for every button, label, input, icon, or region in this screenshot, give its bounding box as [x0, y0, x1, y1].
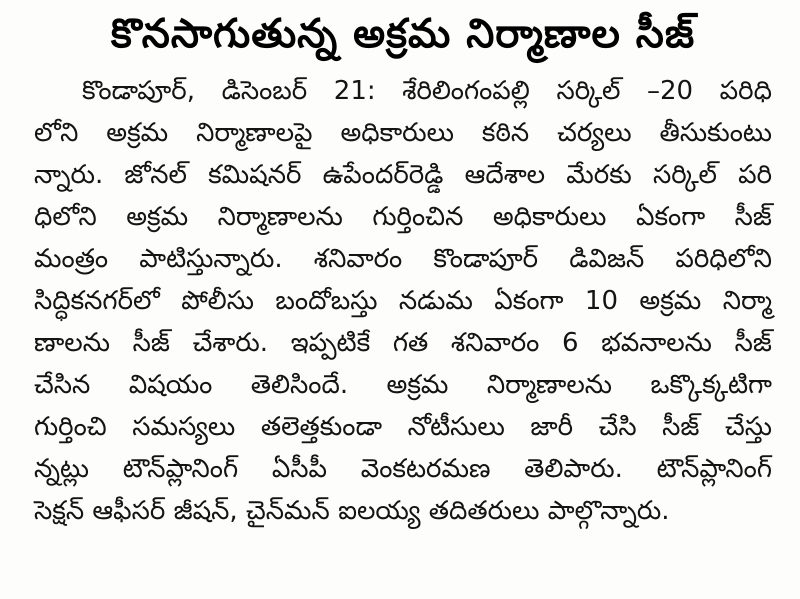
article-word: పరిధిలోని [675, 244, 772, 274]
article-word: లోని [34, 118, 79, 148]
article-word: విషయం [128, 370, 213, 400]
article-word: తెలిపారు. [524, 454, 623, 484]
article-word: ఒక్కొక్కటిగా [650, 370, 772, 400]
article-word: సర్కిల్ [556, 76, 621, 106]
article-word: పాటిస్తున్నారు. [139, 244, 283, 274]
article-word: నిర్మాణాలను [217, 202, 343, 232]
article-word: ణాలను [34, 328, 110, 358]
article-word: ఇప్పటికే [290, 328, 371, 358]
article-word: ఉపేందర్‌రెడ్డి [322, 160, 444, 190]
article-word: నోటీసులు [407, 412, 505, 442]
article-word: ఏకంగా [494, 286, 564, 316]
article-word: నడుమ [398, 286, 473, 316]
article-word: చేశారు. [192, 328, 268, 358]
article-word: ఆదేశాల [464, 160, 546, 190]
article-word: తలెత్తకుండా [260, 412, 383, 442]
article-word: కఠిన [481, 118, 530, 148]
article-word: సీజ్ [132, 328, 170, 358]
article-word: ధిలోని [34, 202, 97, 232]
article-word: నిర్మాణాలపై [196, 118, 313, 148]
article-word: శనివారం [313, 244, 403, 274]
article-word: అక్రమ [639, 286, 702, 316]
article-word: చేసి [598, 412, 637, 442]
article-line [34, 112, 772, 154]
article-word: చేసిన [34, 370, 91, 400]
article-word: గుర్తించిన [372, 202, 464, 232]
article-word: జారీ [530, 412, 574, 442]
article-line [34, 448, 772, 490]
article-word: అక్రమ [386, 370, 449, 400]
article-word: పరి [738, 160, 772, 190]
article-word: టౌన్‌ప్లానింగ్ [656, 454, 772, 484]
article-line [34, 154, 772, 196]
article-word: 6 [562, 328, 579, 358]
article-word: ఐలయ్య [338, 496, 421, 526]
article-word: చేస్తు [724, 412, 772, 442]
article-word: –20 [646, 76, 694, 106]
article-word: ఆఫీసర్ [92, 496, 166, 526]
article-line [34, 322, 772, 364]
article-word: సెక్షన్ [34, 496, 85, 526]
article-word: బందోబస్తు [275, 286, 378, 316]
article-word: వెంకటరమణ [360, 454, 491, 484]
article-word: కమిషనర్ [208, 160, 302, 190]
article-line [34, 280, 772, 322]
article-line [34, 196, 772, 238]
article-word: పరిధి [719, 76, 772, 106]
article-word: పోలీసు [181, 286, 254, 316]
article-word: నిర్మాణాలను [486, 370, 613, 400]
article-word: 10 [584, 286, 618, 316]
article-word: మేరకు [566, 160, 632, 190]
article-word: చైన్‌మన్ [245, 496, 330, 526]
article-word: అధికారులు [340, 118, 454, 148]
article-word: జీషన్, [173, 496, 238, 526]
article-word: ఏసీపీ [271, 454, 328, 484]
article-word: మంత్రం [34, 244, 109, 274]
article-word: ఏకంగా [635, 202, 706, 232]
article-word: సీజ్ [734, 328, 772, 358]
article-word: టౌన్‌ప్లానింగ్ [122, 454, 239, 484]
article-word: తీసుకుంటు [659, 118, 772, 148]
article-word: జోనల్ [124, 160, 187, 190]
article-line [34, 238, 772, 280]
article-word: అధికారులు [492, 202, 607, 232]
headline: కొనసాగుతున్న అక్రమ నిర్మాణాల సీజ్ [110, 11, 696, 57]
article-word: చర్యలు [557, 118, 632, 148]
article-word: డిసెంబర్ [221, 76, 308, 106]
article-word: సమస్యలు [132, 412, 236, 442]
article-line [34, 70, 772, 112]
article-word: గుర్తించి [34, 412, 107, 442]
article-word: సీజ్ [734, 202, 772, 232]
article-word: కొండాపూర్, [82, 76, 195, 106]
article-word: న్నారు. [34, 160, 104, 190]
article-word: అక్రమ [126, 202, 189, 232]
article-line [34, 364, 772, 406]
article-word: సిద్ధికనగర్‌లో [34, 286, 160, 316]
article-line [34, 490, 772, 532]
article-word: న్నట్లు [34, 454, 90, 484]
article-word: తదితరులు [428, 496, 540, 526]
article-word: 21: [333, 76, 376, 106]
article-word: శేరిలింగంపల్లి [402, 76, 530, 106]
article-word: శనివారం [450, 328, 540, 358]
article-line [34, 406, 772, 448]
article-word: తెలిసిందే. [250, 370, 349, 400]
article-word: గత [392, 328, 429, 358]
article-body [34, 70, 772, 532]
article-word: కొండాపూర్ [433, 244, 539, 274]
article-word: భవనాలను [601, 328, 712, 358]
article-word: పాల్గొన్నారు. [547, 496, 670, 526]
article-word: నిర్మా [722, 286, 772, 316]
article-word: సీజ్ [662, 412, 700, 442]
article-word: డివిజన్ [569, 244, 645, 274]
article-word: అక్రమ [106, 118, 169, 148]
article-word: సర్కిల్ [652, 160, 717, 190]
